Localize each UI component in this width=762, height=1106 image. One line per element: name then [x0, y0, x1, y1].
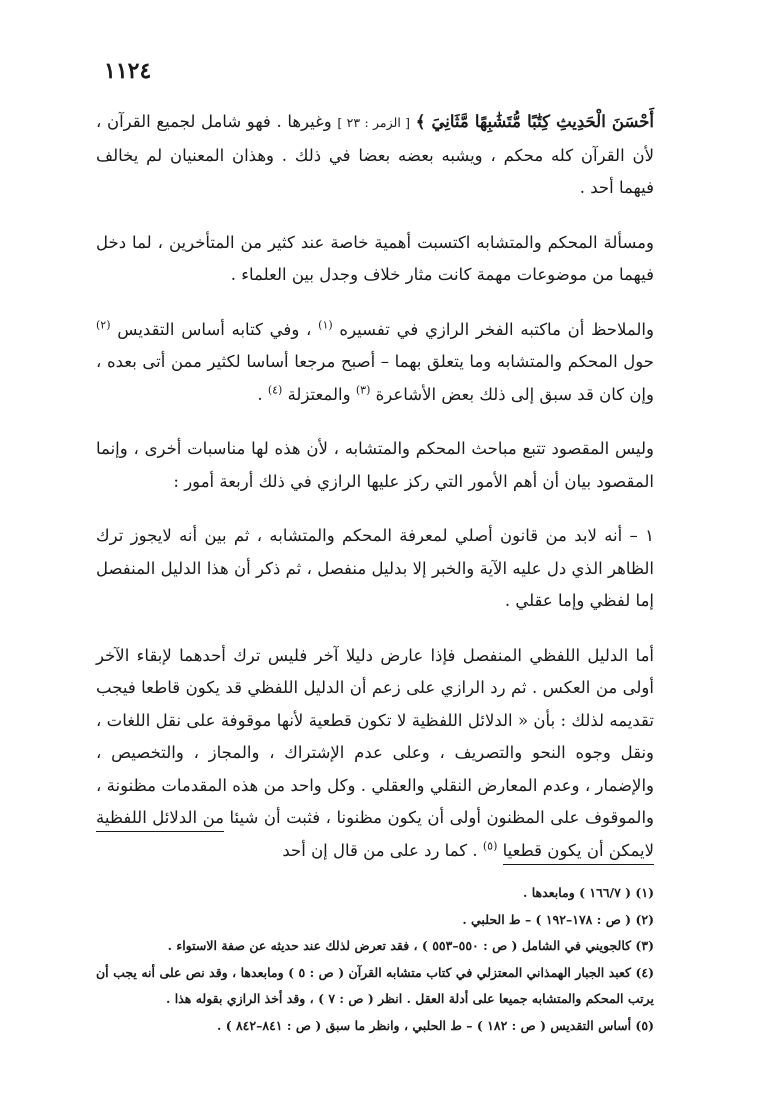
main-text [96, 106, 654, 889]
paragraph-3-part-5: . [257, 384, 263, 404]
footnote-ref-2[interactable]: (٢) [96, 318, 111, 331]
paragraph-1-text: وغيرها . فهو شامل لجميع القرآن ، لأن القرآن كله محكم ، ويشبه بعضه بعضا في ذلك . وهذان المعنيان لم يخالف فيهما أحد . [96, 112, 654, 197]
paragraph-2: ومسألة المحكم والمتشابه اكتسبت أهمية خاصة عند كثير من المتأخرين ، لما دخل فيهما من موضوعات مهمة كانت مثار خلاف وجدل بين العلماء . [96, 232, 654, 284]
paragraph-6-part-2: . كما رد على من قال إن أحد [282, 840, 478, 860]
paragraph-3-part-1: والملاحظ أن ماكتبه الفخر الرازي في تفسيره [339, 319, 654, 339]
footnote-4: (٤) كعبد الجبار الهمذاني المعتزلي في كتاب متشابه القرآن ( ص : ٥ ) ومابعدها ، وقد نص على أنه يجب أن يرتب المحكم والمتشابه جميعا على أدلة العقل . انظر ( ص : ٧ ) ، وقد أخذ الرازي بقوله هذا . [96, 964, 655, 1006]
verse-citation: [ الزمر : ٢٣ ] [337, 115, 411, 130]
footnote-ref-1[interactable]: (١) [318, 318, 333, 331]
page-number: ١١٢٤ [104, 58, 152, 84]
paragraph-5: ١ – أنه لابد من قانون أصلي لمعرفة المحكم والمتشابه ، ثم بين أنه لايجوز ترك الظاهر الذي دل عليه الآية والخبر إلا بدليل منفصل ، ثم ذكر أن هذا الدليل المنفصل إما لفظي وإما عقلي . [96, 526, 654, 610]
paragraph-6 [96, 640, 654, 868]
paragraph-3-part-3: حول المحكم والمتشابه وما يتعلق بهما – أصبح مرجعا أساسا لكثير ممن أتى بعده ، وإن كان قد سبق إلى ذلك بعض الأشاعرة [96, 352, 654, 404]
footnote-5: (٥) أساس التقديس ( ص : ١٨٢ ) – ط الحلبي ، وانظر ما سبق ( ص : ٨٤١–٨٤٢ ) . [216, 1017, 654, 1033]
underlined-quote: من الدلائل اللفظية لايمكن أن يكون قطعيا [96, 808, 654, 865]
paragraph-3-part-2: ، وفي كتابه أساس التقديس [117, 319, 312, 339]
footnote-ref-5[interactable]: (٥) [482, 839, 498, 852]
footnote-ref-4[interactable]: (٤) [267, 383, 283, 396]
quran-verse: أَحْسَنَ الْحَدِيثِ كِتَٰبًا مُّتَشَٰبِهًا مَّثَانِيَ ﴾ [415, 112, 654, 131]
footnote-3: (٣) كالجويني في الشامل ( ص : ٥٥٠–٥٥٣ ) ، فقد تعرض لذلك عند حديثه عن صفة الاستواء . [167, 938, 654, 953]
footnotes-section [96, 880, 654, 1039]
paragraph-3-part-4: والمعتزلة [287, 384, 351, 404]
paragraph-1 [96, 106, 654, 205]
footnote-1: (١) ( ١٦٦/٧ ) ومابعدها . [523, 885, 654, 900]
paragraph-3 [96, 314, 654, 412]
paragraph-6-part-1: أما الدليل اللفظي المنفصل فإذا عارض دليلا آخر فليس ترك أحدهما لإبقاء الآخر أولى من العكس . ثم رد الرازي على زعم أن الدليل اللفظي قد يكون قاطعا فيجب تقديمه لذلك : بأن « الدلائل اللفظية لا تكون قطعية لأنها موقوفة على نقل اللغات ، ونقل وجوه النحو والتصريف ، وعلى عدم الإشتراك ، والمجاز ، والتخصيص ، والإضمار ، وعدم المعارض النقلي والعقلي . وكل واحد من هذه المقدمات مظنونة ، والموقوف على المظنون أولى أن يكون مظنونا ، فثبت أن شيئا [96, 645, 655, 827]
footnote-2: (٢) ( ص : ١٧٨–١٩٢ ) – ط الحلبي . [462, 911, 654, 927]
paragraph-4: وليس المقصود تتبع مباحث المحكم والمتشابه ، لأن هذه لها مناسبات أخرى ، وإنما المقصود بيان أن أهم الأمور التي ركز عليها الرازي في ذلك أربعة أمور : [96, 439, 654, 491]
footnote-ref-3[interactable]: (٣) [355, 383, 371, 396]
